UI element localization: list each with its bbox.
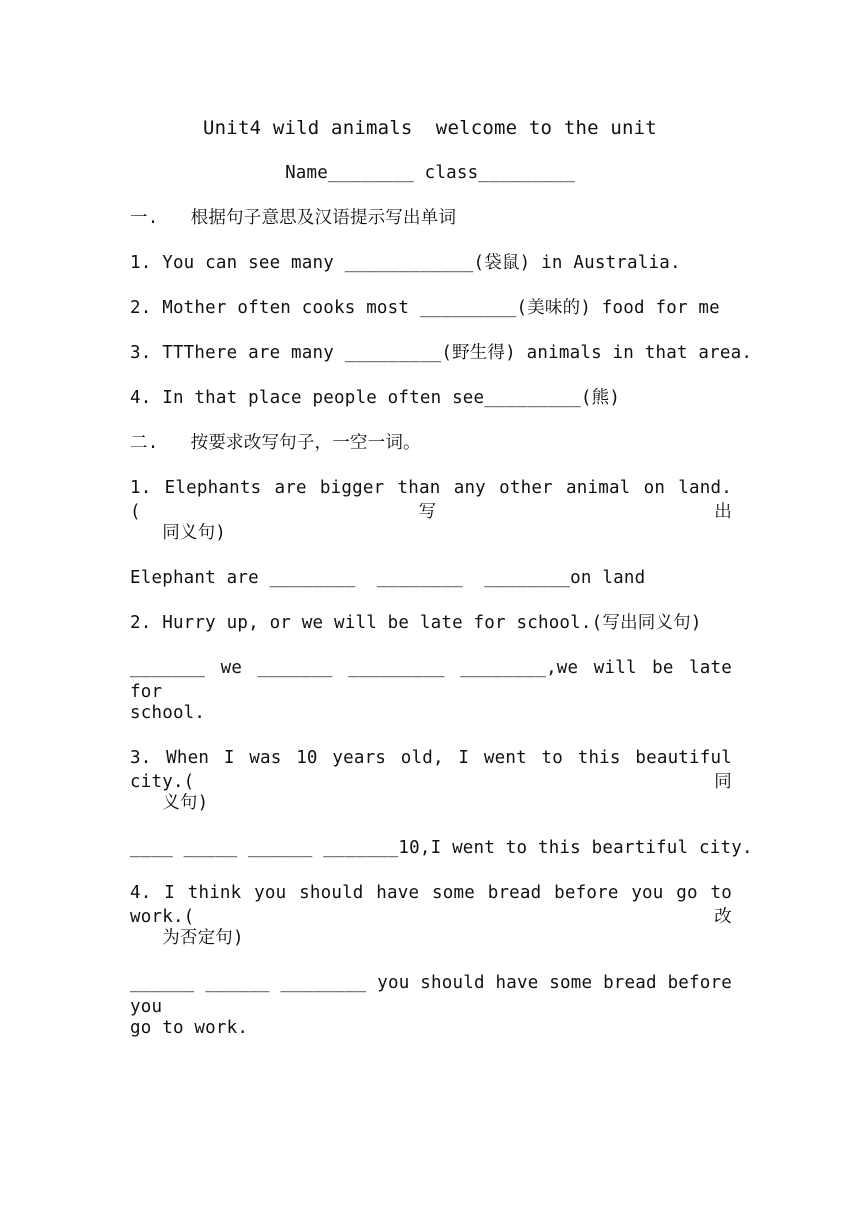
section-1-item-3: 3. TTThere are many _________(野生得) animals in that area. (130, 343, 753, 363)
section-2-item-3-answer: ____ _____ ______ _______10,I went to this beartiful city. (130, 838, 753, 858)
worksheet-title: Unit4 wild animals welcome to the unit (203, 117, 657, 139)
section-2-item-2-answer-line-2: school. (130, 703, 206, 723)
section-1-heading: 一. 根据句子意思及汉语提示写出单词 (130, 208, 457, 228)
section-2-item-4-answer-line-1: ______ ______ ________ you should have some bread before you (130, 973, 732, 1017)
section-1-item-1: 1. You can see many ____________(袋鼠) in Australia. (130, 253, 681, 273)
section-2-item-2: 2. Hurry up, or we will be late for school.(写出同义句) (130, 613, 702, 633)
name-class-line: Name________ class_________ (285, 163, 575, 183)
section-2-item-1-answer: Elephant are ________ ________ ________on land (130, 568, 646, 588)
section-2-item-4-answer-line-2: go to work. (130, 1018, 249, 1038)
section-2-item-1-line-1: 1. Elephants are bigger than any other animal on land.(写出 (130, 478, 732, 522)
section-2-item-1-line-2: 同义句) (130, 523, 227, 543)
section-1-item-2: 2. Mother often cooks most _________(美味的) food for me (130, 298, 720, 318)
section-2-item-2-answer-line-1: _______ we _______ _________ ________,we will be late for (130, 658, 732, 702)
section-2-item-3-line-1: 3. When I was 10 years old, I went to this beautiful city.(同 (130, 748, 732, 792)
section-2-item-4-line-2: 为否定句) (130, 928, 244, 948)
section-1-item-4: 4. In that place people often see_________(熊) (130, 388, 621, 408)
section-2-item-4-line-1: 4. I think you should have some bread before you go to work.(改 (130, 883, 732, 927)
section-2-heading: 二. 按要求改写句子，一空一词。 (130, 433, 421, 453)
section-2-item-3-line-2: 义句) (130, 793, 209, 813)
